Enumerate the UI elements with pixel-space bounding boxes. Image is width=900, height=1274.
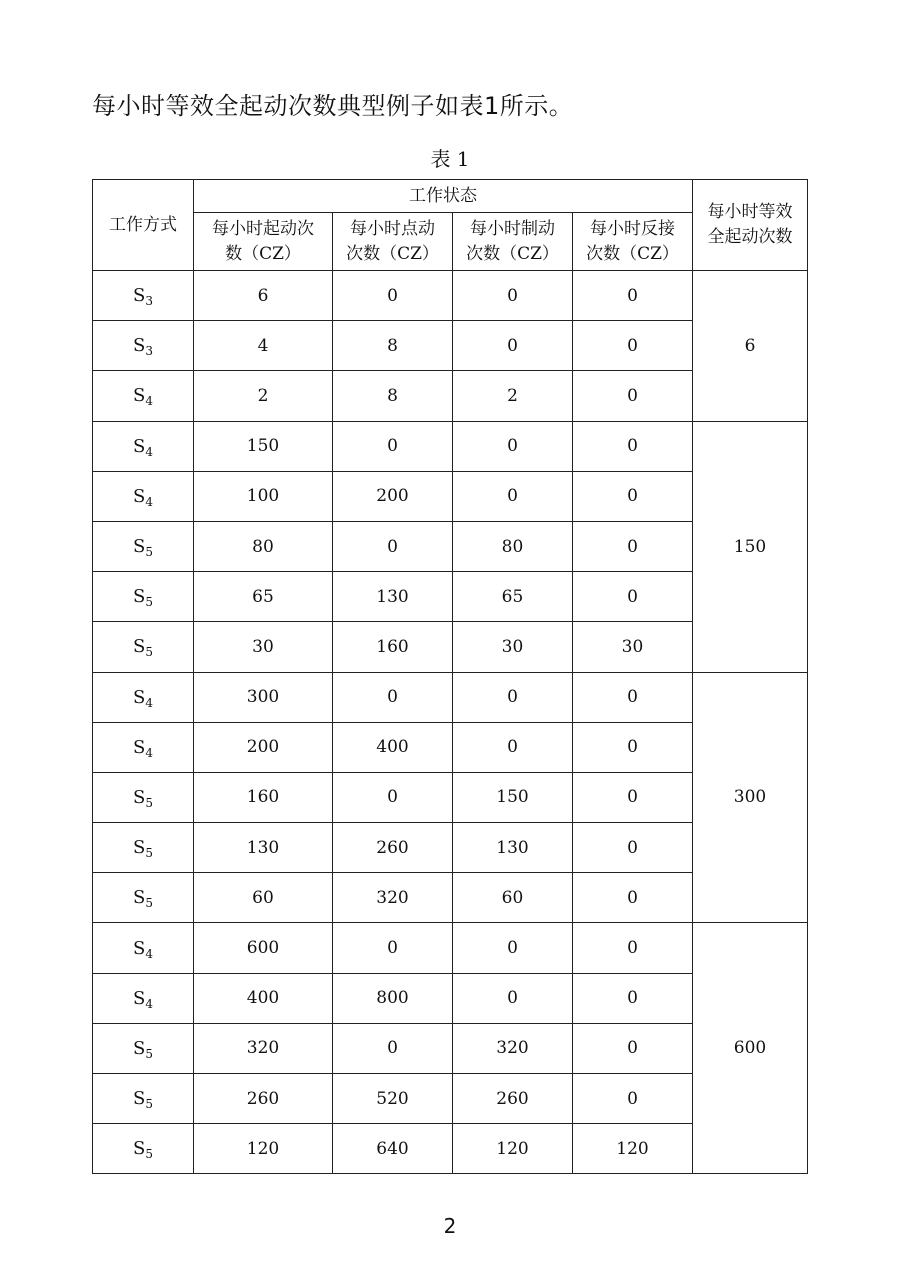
brakes-cell: 130 <box>453 823 573 873</box>
starts-cell: 6 <box>194 271 333 321</box>
jogs-cell: 320 <box>333 873 453 923</box>
jogs-cell: 0 <box>333 672 453 722</box>
brakes-cell: 60 <box>453 873 573 923</box>
mode-subscript: 5 <box>145 545 153 560</box>
brakes-cell: 0 <box>453 973 573 1023</box>
intro-text: 每小时等效全起动次数典型例子如表1所示。 <box>92 92 574 120</box>
mode-cell <box>93 672 194 722</box>
equiv-cell: 150 <box>693 421 808 672</box>
starts-cell: 80 <box>194 521 333 571</box>
brakes-cell: 2 <box>453 371 573 421</box>
plugging-cell: 0 <box>573 1074 693 1124</box>
mode-subscript: 5 <box>145 846 153 861</box>
plugging-cell: 0 <box>573 321 693 371</box>
starts-cell: 200 <box>194 722 333 772</box>
jogs-cell: 0 <box>333 772 453 822</box>
mode-cell <box>93 271 194 321</box>
brakes-cell: 0 <box>453 321 573 371</box>
mode-cell <box>93 772 194 822</box>
plugging-cell: 0 <box>573 672 693 722</box>
plugging-cell: 0 <box>573 772 693 822</box>
table-row <box>93 421 808 471</box>
mode-cell <box>93 521 194 571</box>
mode-cell <box>93 973 194 1023</box>
jogs-cell: 130 <box>333 572 453 622</box>
mode-subscript: 4 <box>145 946 153 961</box>
mode-letter: S <box>133 335 146 357</box>
plugging-cell: 0 <box>573 722 693 772</box>
plugging-cell: 120 <box>573 1124 693 1174</box>
starts-cell: 150 <box>194 421 333 471</box>
header-equiv: 每小时等效全起动次数 <box>693 180 808 271</box>
brakes-cell: 120 <box>453 1124 573 1174</box>
header-state-group: 工作状态 <box>194 180 693 213</box>
jogs-cell: 160 <box>333 622 453 672</box>
mode-subscript: 4 <box>145 444 153 459</box>
brakes-cell: 0 <box>453 722 573 772</box>
jogs-cell: 0 <box>333 421 453 471</box>
mode-cell <box>93 1074 194 1124</box>
starts-cell: 30 <box>194 622 333 672</box>
plugging-cell: 0 <box>573 371 693 421</box>
plugging-cell: 30 <box>573 622 693 672</box>
mode-letter: S <box>133 686 146 708</box>
page-number: 2 <box>443 1214 457 1238</box>
plugging-cell: 0 <box>573 471 693 521</box>
mode-letter: S <box>133 736 146 758</box>
mode-subscript: 4 <box>145 394 153 409</box>
mode-letter: S <box>133 1088 146 1110</box>
mode-letter: S <box>133 887 146 909</box>
mode-cell <box>93 471 194 521</box>
mode-letter: S <box>133 1037 146 1059</box>
mode-cell <box>93 1124 194 1174</box>
starts-table <box>92 179 808 1174</box>
mode-subscript: 3 <box>145 344 153 359</box>
mode-letter: S <box>133 987 146 1009</box>
starts-cell: 160 <box>194 772 333 822</box>
brakes-cell: 30 <box>453 622 573 672</box>
starts-cell: 320 <box>194 1023 333 1073</box>
jogs-cell: 200 <box>333 471 453 521</box>
starts-cell: 2 <box>194 371 333 421</box>
mode-letter: S <box>133 1138 146 1160</box>
starts-cell: 600 <box>194 923 333 973</box>
jogs-cell: 640 <box>333 1124 453 1174</box>
jogs-cell: 800 <box>333 973 453 1023</box>
plugging-cell: 0 <box>573 572 693 622</box>
starts-cell: 260 <box>194 1074 333 1124</box>
table-caption: 表 1 <box>430 147 470 171</box>
mode-cell <box>93 622 194 672</box>
jogs-cell: 8 <box>333 321 453 371</box>
mode-cell <box>93 722 194 772</box>
plugging-cell: 0 <box>573 823 693 873</box>
plugging-cell: 0 <box>573 271 693 321</box>
jogs-cell: 260 <box>333 823 453 873</box>
brakes-cell: 0 <box>453 421 573 471</box>
mode-cell <box>93 923 194 973</box>
starts-cell: 65 <box>194 572 333 622</box>
jogs-cell: 0 <box>333 521 453 571</box>
jogs-cell: 8 <box>333 371 453 421</box>
jogs-cell: 400 <box>333 722 453 772</box>
mode-subscript: 4 <box>145 745 153 760</box>
brakes-cell: 260 <box>453 1074 573 1124</box>
mode-subscript: 4 <box>145 996 153 1011</box>
mode-subscript: 5 <box>145 645 153 660</box>
starts-cell: 130 <box>194 823 333 873</box>
plugging-cell: 0 <box>573 521 693 571</box>
mode-cell <box>93 371 194 421</box>
starts-cell: 400 <box>194 973 333 1023</box>
table-body <box>93 271 808 1174</box>
brakes-cell: 0 <box>453 471 573 521</box>
mode-subscript: 5 <box>145 1097 153 1112</box>
brakes-cell: 0 <box>453 672 573 722</box>
jogs-cell: 0 <box>333 1023 453 1073</box>
mode-letter: S <box>133 937 146 959</box>
mode-cell <box>93 873 194 923</box>
mode-cell <box>93 823 194 873</box>
plugging-cell: 0 <box>573 421 693 471</box>
mode-subscript: 5 <box>145 595 153 610</box>
brakes-cell: 0 <box>453 923 573 973</box>
starts-cell: 60 <box>194 873 333 923</box>
brakes-cell: 0 <box>453 271 573 321</box>
jogs-cell: 520 <box>333 1074 453 1124</box>
mode-cell <box>93 1023 194 1073</box>
equiv-cell: 600 <box>693 923 808 1174</box>
mode-subscript: 4 <box>145 695 153 710</box>
table-row <box>93 271 808 321</box>
mode-subscript: 4 <box>145 494 153 509</box>
starts-cell: 4 <box>194 321 333 371</box>
mode-letter: S <box>133 786 146 808</box>
mode-cell <box>93 572 194 622</box>
mode-letter: S <box>133 435 146 457</box>
brakes-cell: 65 <box>453 572 573 622</box>
mode-letter: S <box>133 285 146 307</box>
plugging-cell: 0 <box>573 873 693 923</box>
jogs-cell: 0 <box>333 923 453 973</box>
mode-subscript: 5 <box>145 795 153 810</box>
mode-letter: S <box>133 485 146 507</box>
header-starts: 每小时起动次数（CZ） <box>194 213 333 271</box>
mode-subscript: 5 <box>145 1147 153 1162</box>
mode-cell <box>93 321 194 371</box>
header-plugging: 每小时反接次数（CZ） <box>573 213 693 271</box>
equiv-cell: 6 <box>693 271 808 422</box>
mode-cell <box>93 421 194 471</box>
table-row <box>93 672 808 722</box>
mode-letter: S <box>133 586 146 608</box>
mode-letter: S <box>133 636 146 658</box>
table-row <box>93 923 808 973</box>
mode-subscript: 5 <box>145 1046 153 1061</box>
plugging-cell: 0 <box>573 973 693 1023</box>
mode-subscript: 3 <box>145 294 153 309</box>
header-brakes: 每小时制动次数（CZ） <box>453 213 573 271</box>
header-mode: 工作方式 <box>93 180 194 271</box>
mode-subscript: 5 <box>145 896 153 911</box>
mode-letter: S <box>133 536 146 558</box>
starts-cell: 300 <box>194 672 333 722</box>
plugging-cell: 0 <box>573 923 693 973</box>
mode-letter: S <box>133 837 146 859</box>
starts-cell: 120 <box>194 1124 333 1174</box>
mode-letter: S <box>133 385 146 407</box>
jogs-cell: 0 <box>333 271 453 321</box>
starts-cell: 100 <box>194 471 333 521</box>
brakes-cell: 320 <box>453 1023 573 1073</box>
brakes-cell: 150 <box>453 772 573 822</box>
equiv-cell: 300 <box>693 672 808 923</box>
header-jogs: 每小时点动次数（CZ） <box>333 213 453 271</box>
plugging-cell: 0 <box>573 1023 693 1073</box>
brakes-cell: 80 <box>453 521 573 571</box>
